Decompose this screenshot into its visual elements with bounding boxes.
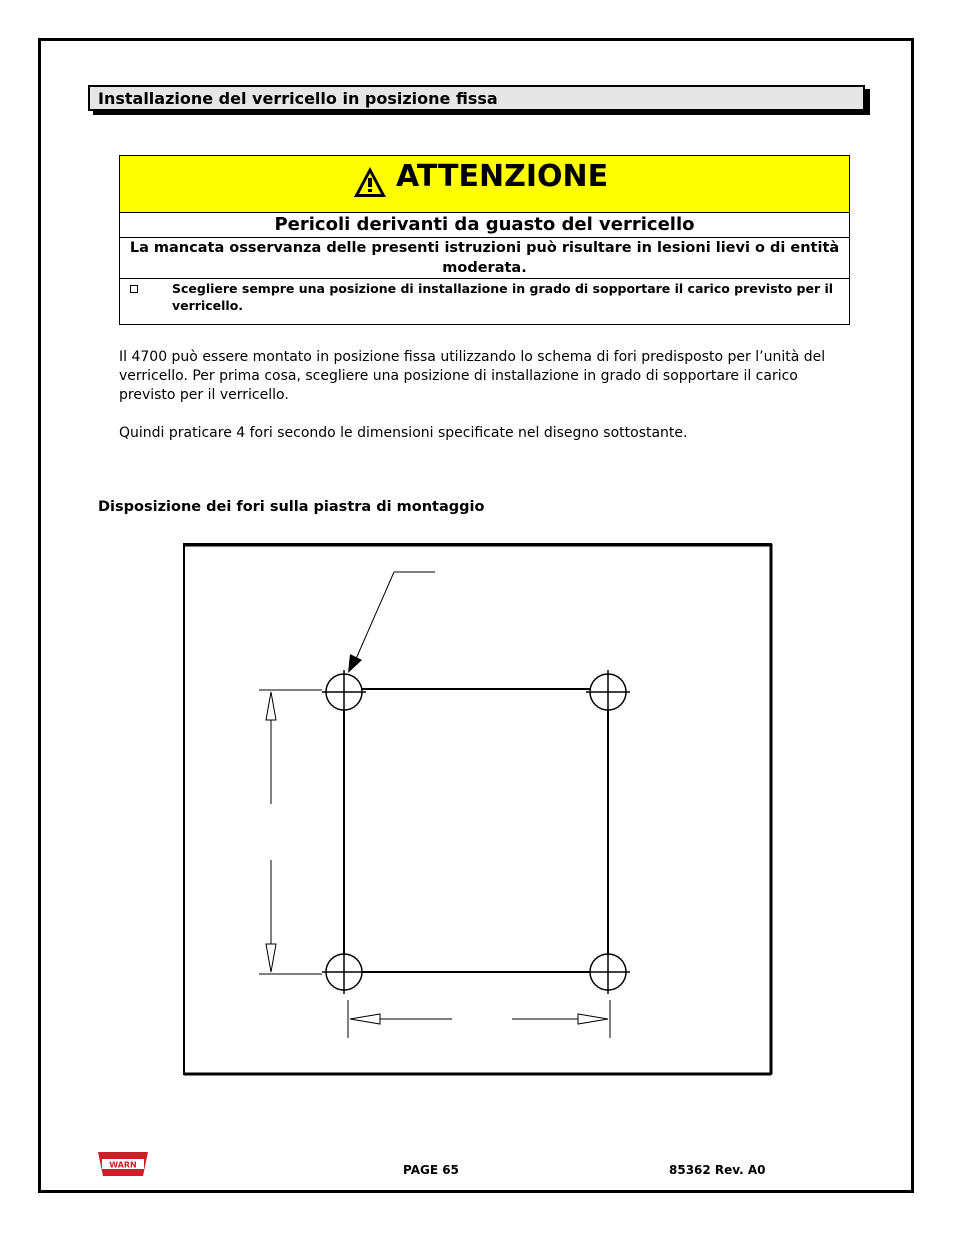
warn-logo	[98, 1152, 148, 1176]
warning-header	[120, 156, 849, 213]
warning-item	[120, 279, 849, 324]
diagram-title: Disposizione dei fori sulla piastra di montaggio	[98, 499, 485, 515]
page-number: PAGE 65	[403, 1163, 459, 1177]
warning-consequence: La mancata osservanza delle presenti istruzioni può risultare in lesioni lievi o di entità moderata.	[120, 238, 849, 279]
section-header	[88, 85, 865, 111]
warning-item-text: Scegliere sempre una posizione di installazione in grado di sopportare il carico previsto per il verricello.	[172, 281, 834, 313]
warning-title: ATTENZIONE	[396, 159, 609, 194]
warning-box	[119, 155, 850, 325]
body-paragraph-1: Il 4700 può essere montato in posizione fissa utilizzando lo schema di fori predisposto per l’unità del verricello. Per prima cosa, scegliere una posizione di installazione in grado di sopportare il carico previsto per il verricello.	[119, 349, 826, 403]
mounting-hole-diagram	[182, 542, 773, 1076]
warning-subtitle: Pericoli derivanti da guasto del verricello	[120, 213, 849, 238]
section-title: Installazione del verricello in posizione fissa	[98, 89, 498, 108]
logo-text: WARN	[109, 1160, 137, 1170]
warning-icon	[352, 165, 388, 199]
body-paragraph-2: Quindi praticare 4 fori secondo le dimensioni specificate nel disegno sottostante.	[119, 425, 688, 441]
document-revision: 85362 Rev. A0	[669, 1163, 766, 1177]
checkbox-bullet-icon	[130, 285, 138, 293]
